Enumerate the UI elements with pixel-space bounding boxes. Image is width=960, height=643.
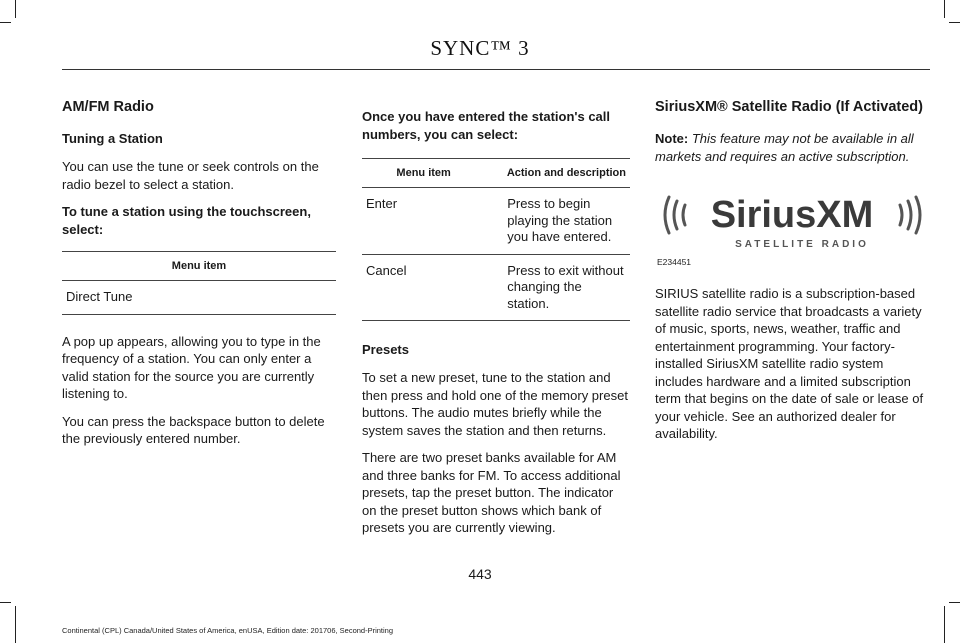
figure-reference: E234451 [657, 257, 692, 267]
section-heading-am-fm: AM/FM Radio [62, 99, 154, 115]
table-cell-enter: Enter [362, 188, 485, 255]
paragraph-tune-seek: You can use the tune or seek controls on the radio bezel to select a station. [62, 159, 319, 192]
header-rule [62, 69, 930, 70]
crop-mark-top-left-v [15, 0, 16, 18]
instruction-touchscreen: To tune a station using the touchscreen, select: [62, 204, 311, 237]
siriusxm-logo [655, 175, 930, 267]
crop-mark-bottom-right-h [949, 602, 960, 603]
table-cell-enter-desc: Press to begin playing the station you have entered. [485, 188, 630, 255]
note [655, 130, 930, 165]
logo-brand-text: SiriusXM [710, 194, 874, 236]
column-2 [362, 98, 630, 547]
siriusxm-logo-graphic [655, 175, 930, 255]
logo-tagline-text: SATELLITE RADIO [735, 239, 869, 250]
menu-table-direct-tune [62, 251, 336, 315]
note-text: This feature may not be available in all markets and requires an active subscription. [655, 131, 914, 164]
crop-mark-top-right-v [944, 0, 945, 18]
section-heading-siriusxm: SiriusXM® Satellite Radio (If Activated) [655, 99, 923, 115]
table-header-menu-item: Menu item [362, 159, 485, 188]
subheading-tuning: Tuning a Station [62, 131, 163, 146]
table-row [362, 188, 630, 255]
table-cell-cancel: Cancel [362, 254, 485, 321]
paragraph-sirius-description: SIRIUS satellite radio is a subscription-based satellite radio service that broadcasts a variety of music, sports, news, weather, traffic and entertainment programming. Your factory-installed SiriusXM satellite radio system includes hardware and a limited subscription term that begins on the date of sale or lease of your vehicle. See an authorized dealer for availability. [655, 286, 924, 441]
paragraph-popup: A pop up appears, allowing you to type in the frequency of a station. You can only enter a valid station for the source you are currently listening to. [62, 333, 321, 401]
crop-mark-top-left-h [0, 22, 11, 23]
table-header-menu-item: Menu item [62, 252, 336, 281]
note-label: Note: [655, 131, 689, 146]
paragraph-backspace: You can press the backspace button to delete the previously entered number. [62, 413, 325, 446]
instruction-call-numbers: Once you have entered the station's call numbers, you can select: [362, 109, 611, 142]
column-3 [655, 98, 930, 453]
table-cell-cancel-desc: Press to exit without changing the station. [485, 254, 630, 321]
crop-mark-top-right-h [949, 22, 960, 23]
table-cell-direct-tune: Direct Tune [62, 281, 336, 315]
table-row [362, 254, 630, 321]
subheading-presets: Presets [362, 342, 409, 357]
paragraph-set-preset: To set a new preset, tune to the station and then press and hold one of the memory preset buttons. The audio mutes briefly while the system saves the station and then returns. [362, 370, 628, 438]
column-1 [62, 98, 336, 458]
footer-edition: Continental (CPL) Canada/United States of America, enUSA, Edition date: 201706, Second-Printing [62, 626, 394, 635]
menu-table-enter-cancel [362, 158, 630, 321]
page-header-title: SYNC™ 3 [430, 36, 530, 60]
table-header-action: Action and description [485, 159, 630, 188]
crop-mark-bottom-left-h [0, 602, 11, 603]
crop-mark-bottom-left-v [15, 606, 16, 643]
crop-mark-bottom-right-v [944, 606, 945, 643]
paragraph-preset-banks: There are two preset banks available for AM and three banks for FM. To access additional presets, tap the preset button. The indicator on the preset button shows which bank of presets you are currently viewing. [362, 450, 621, 535]
table-row [62, 281, 336, 315]
page-number: 443 [468, 566, 492, 582]
